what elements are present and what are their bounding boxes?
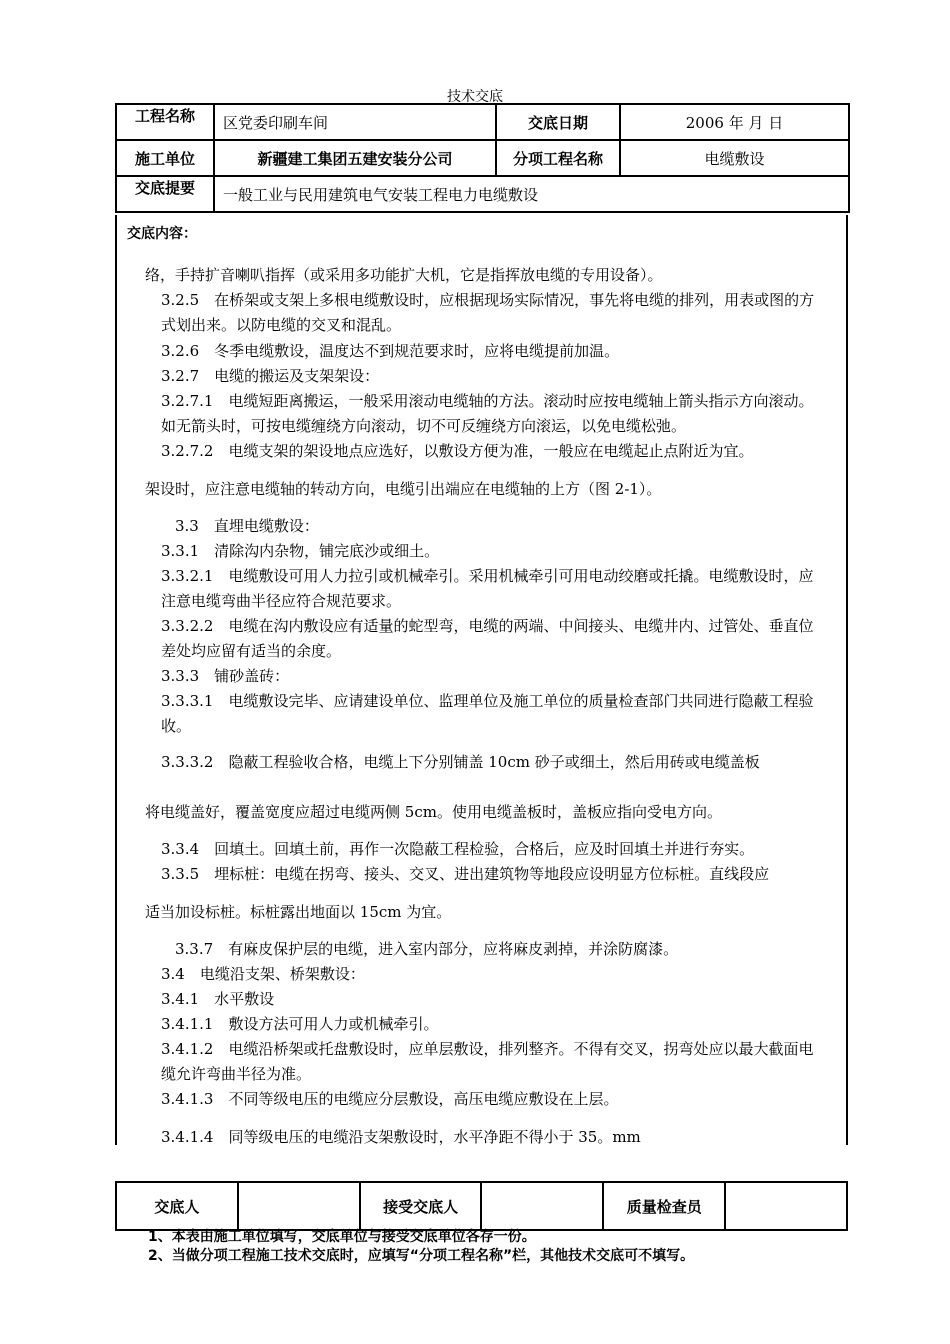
paragraph: 3.3 直埋电缆敷设：: [175, 517, 319, 535]
paragraph: 3.3.2.2 电缆在沟内敷设应有适量的蛇型弯，电缆的两端、中间接头、电缆井内、过管处、垂直位差处均应留有适当的余度。: [161, 617, 814, 660]
discloser-label: 交底人: [116, 1182, 238, 1230]
paragraph: 3.3.4 回填土。回填土前，再作一次隐蔽工程检验，合格后，应及时回填土并进行夯实。: [161, 840, 755, 858]
paragraph: 3.2.7 电缆的搬运及支架架设：: [161, 367, 380, 385]
paragraph: 3.3.7 有麻皮保护层的电缆，进入室内部分，应将麻皮剥掉，并涂防腐漆。: [175, 940, 679, 958]
content-section: [115, 215, 848, 1145]
footnotes: [148, 1228, 694, 1266]
subproject-name-label: 分项工程名称: [496, 140, 620, 176]
paragraph: 3.3.2.1 电缆敷设可用人力拉引或机械牵引。采用机械牵引可用电动绞磨或托撬。电缆敷设时，应注意电缆弯曲半径应符合规范要求。: [161, 567, 814, 610]
summary-label: 交底提要: [116, 176, 214, 212]
subproject-name-value: 电缆敷设: [620, 140, 849, 176]
date-value: 2006 年 月 日: [620, 104, 849, 140]
paragraph: 3.3.3.2 隐蔽工程验收合格，电缆上下分别铺盖 10cm 砂子或细土，然后用砖或电缆盖板: [161, 753, 760, 771]
construction-unit-value: 新疆建工集团五建安装分公司: [214, 140, 496, 176]
paragraph: 3.4.1.1 敷设方法可用人力或机械牵引。: [161, 1015, 439, 1033]
paragraph: 适当加设标桩。标桩露出地面以 15cm 为宜。: [145, 903, 452, 921]
receiver-signature-field[interactable]: [481, 1182, 603, 1230]
paragraph: 3.3.5 埋标桩：电缆在拐弯、接头、交叉、进出建筑物等地段应设明显方位标桩。直线段应: [161, 865, 770, 883]
paragraph: 3.2.7.2 电缆支架的架设地点应选好，以敷设方便为准，一般应在电缆起止点附近为宜。: [161, 442, 754, 460]
inspector-label: 质量检查员: [603, 1182, 725, 1230]
paragraph: 3.3.3.1 电缆敷设完毕、应请建设单位、监理单位及施工单位的质量检查部门共同进行隐蔽工程验收。: [161, 692, 814, 735]
date-label: 交底日期: [496, 104, 620, 140]
paragraph: 3.4.1.3 不同等级电压的电缆应分层敷设，高压电缆应敷设在上层。: [161, 1090, 619, 1108]
paragraph: 架设时，应注意电缆轴的转动方向，电缆引出端应在电缆轴的上方（图 2-1）。: [145, 480, 662, 498]
paragraph: 3.3.3 铺砂盖砖：: [161, 667, 290, 685]
paragraph: 3.4 电缆沿支架、桥架敷设：: [161, 965, 365, 983]
summary-value: 一般工业与民用建筑电气安装工程电力电缆敷设: [214, 176, 849, 212]
construction-unit-label: 施工单位: [116, 140, 214, 176]
header-table: [115, 103, 848, 213]
footnote-2: 2、当做分项工程施工技术交底时，应填写“分项工程名称”栏，其他技术交底可不填写。: [148, 1248, 695, 1264]
paragraph: 3.2.7.1 电缆短距离搬运，一般采用滚动电缆轴的方法。滚动时应按电缆轴上箭头指示方向滚动。如无箭头时，可按电缆缠绕方向滚动，切不可反缠绕方向滚运，以免电缆松弛。: [161, 392, 814, 435]
inspector-signature-field[interactable]: [725, 1182, 847, 1230]
project-name-label: 工程名称: [116, 104, 214, 140]
paragraph: 络，手持扩音喇叭指挥（或采用多功能扩大机，它是指挥放电缆的专用设备）。: [145, 266, 663, 284]
document-title: 技术交底: [447, 89, 503, 105]
footnote-1: 1、本表由施工单位填写，交底单位与接受交底单位各存一份。: [148, 1229, 536, 1245]
paragraph: 3.3.1 清除沟内杂物，铺完底沙或细土。: [161, 542, 440, 560]
paragraph: 将电缆盖好，覆盖宽度应超过电缆两侧 5cm。使用电缆盖板时，盖板应指向受电方向。: [145, 803, 722, 821]
discloser-signature-field[interactable]: [238, 1182, 360, 1230]
paragraph: 3.2.6 冬季电缆敷设，温度达不到规范要求时，应将电缆提前加温。: [161, 342, 620, 360]
paragraph: 3.4.1.4 同等级电压的电缆沿支架敷设时，水平净距不得小于 35。mm: [161, 1128, 641, 1146]
project-name-value: 区党委印刷车间: [214, 104, 496, 140]
paragraph: 3.4.1 水平敷设: [161, 990, 275, 1008]
paragraph: 3.4.1.2 电缆沿桥架或托盘敷设时，应单层敷设，排列整齐。不得有交叉，拐弯处应以最大截面电缆允许弯曲半径为准。: [161, 1040, 814, 1083]
paragraph: 3.2.5 在桥架或支架上多根电缆敷设时，应根据现场实际情况，事先将电缆的排列，用表或图的方式划出来。以防电缆的交叉和混乱。: [161, 291, 815, 334]
receiver-label: 接受交底人: [360, 1182, 482, 1230]
content-label: 交底内容：: [127, 226, 197, 242]
signature-table: [115, 1181, 848, 1231]
